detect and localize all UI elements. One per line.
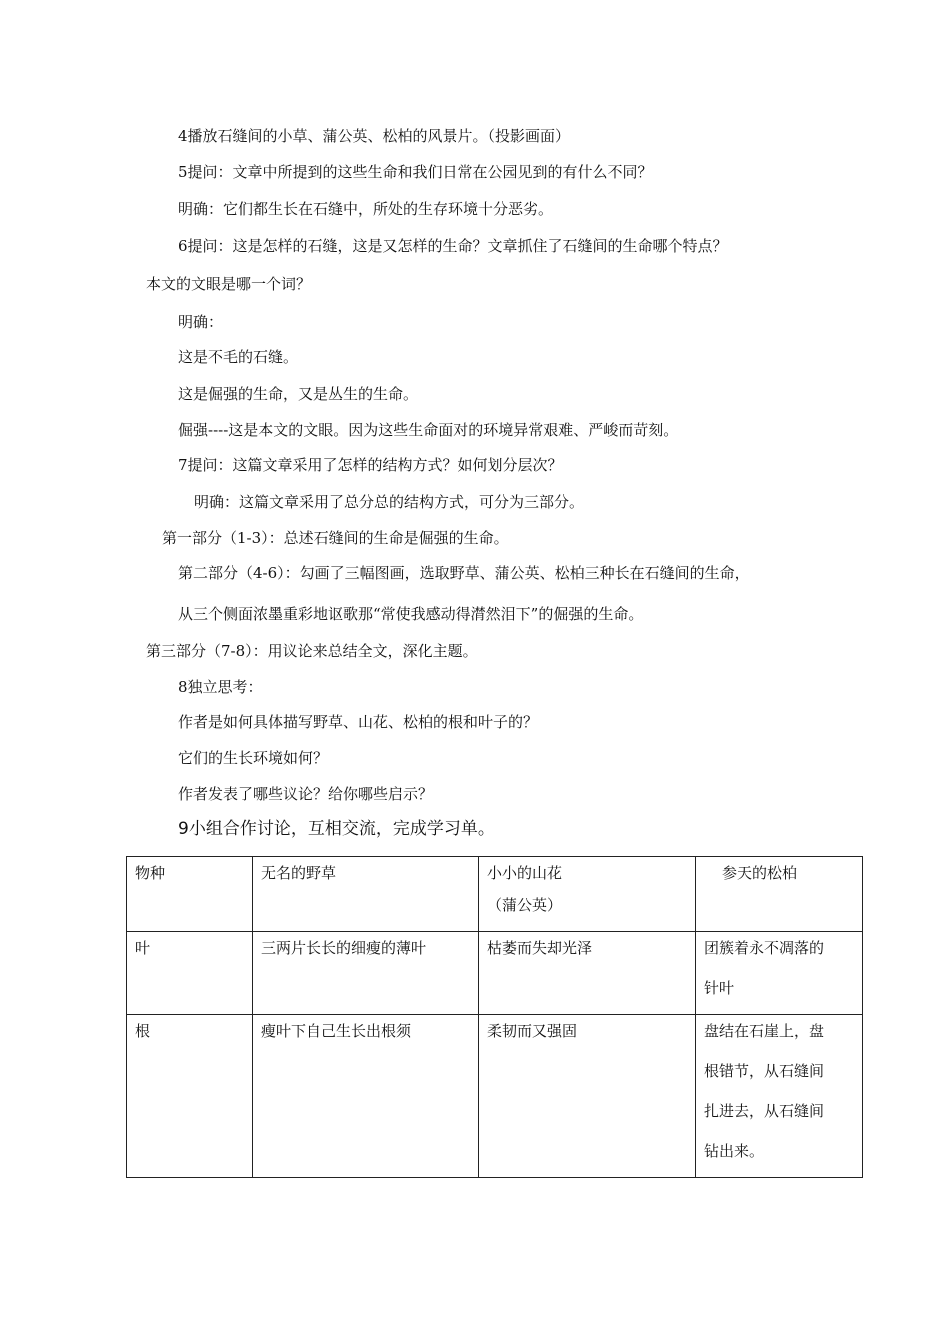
paragraph-item-8: 8独立思考： <box>178 678 263 696</box>
table-cell: 无名的野草 <box>253 857 479 932</box>
paragraph-item-5: 5提问：文章中所提到的这些生命和我们日常在公园见到的有什么不同？ <box>178 163 653 181</box>
part-two-continued-line: 从三个侧面浓墨重彩地讴歌那“常使我感动得潸然泪下”的倔强的生命。 <box>178 605 644 623</box>
question-line: 本文的文眼是哪一个词？ <box>146 275 312 293</box>
table-cell: 枯萎而失却光泽 <box>479 932 696 1015</box>
answer-line: 明确：它们都生长在石缝中，所处的生存环境十分恶劣。 <box>178 200 554 218</box>
thinking-question: 作者是如何具体描写野草、山花、松柏的根和叶子的？ <box>178 713 539 731</box>
study-sheet-table <box>126 856 863 1178</box>
thinking-question: 它们的生长环境如何？ <box>178 749 329 767</box>
paragraph-item-7: 7提问：这篇文章采用了怎样的结构方式？如何划分层次？ <box>178 456 563 474</box>
table-row-root <box>127 1015 863 1178</box>
answer-line: 这是不毛的石缝。 <box>178 348 299 366</box>
paragraph-item-9: 9小组合作讨论，互相交流，完成学习单。 <box>178 819 495 839</box>
table-header-row <box>127 857 863 932</box>
table-cell: 物种 <box>127 857 253 932</box>
table-cell: 叶 <box>127 932 253 1015</box>
part-one-line: 第一部分（1-3）：总述石缝间的生命是倔强的生命。 <box>162 529 509 547</box>
table-cell: 柔韧而又强固 <box>479 1015 696 1178</box>
table-cell: 盘结在石崖上，盘 根错节，从石缝间 扎进去，从石缝间 钻出来。 <box>696 1015 863 1178</box>
part-two-line: 第二部分（4-6）：勾画了三幅图画，选取野草、蒲公英、松柏三种长在石缝间的生命， <box>178 564 750 582</box>
part-three-line: 第三部分（7-8）：用议论来总结全文，深化主题。 <box>146 642 478 660</box>
table-cell: 团簇着永不凋落的 针叶 <box>696 932 863 1015</box>
table-cell: 三两片长长的细瘦的薄叶 <box>253 932 479 1015</box>
table-cell: 瘦叶下自己生长出根须 <box>253 1015 479 1178</box>
answer-line: 这是倔强的生命，又是丛生的生命。 <box>178 385 419 403</box>
table-cell: 参天的松柏 <box>696 857 863 932</box>
answer-line: 明确：这篇文章采用了总分总的结构方式，可分为三部分。 <box>194 493 585 511</box>
answer-label: 明确： <box>178 313 224 331</box>
table-cell: 小小的山花 （蒲公英） <box>479 857 696 932</box>
paragraph-item-6: 6提问：这是怎样的石缝，这是又怎样的生命？文章抓住了石缝间的生命哪个特点？ <box>178 237 728 255</box>
answer-line: 倔强----这是本文的文眼。因为这些生命面对的环境异常艰难、严峻而苛刻。 <box>178 421 679 439</box>
table-cell: 根 <box>127 1015 253 1178</box>
thinking-question: 作者发表了哪些议论？给你哪些启示？ <box>178 785 434 803</box>
table-row-leaf <box>127 932 863 1015</box>
paragraph-item-4: 4播放石缝间的小草、蒲公英、松柏的风景片。（投影画面） <box>178 127 571 145</box>
